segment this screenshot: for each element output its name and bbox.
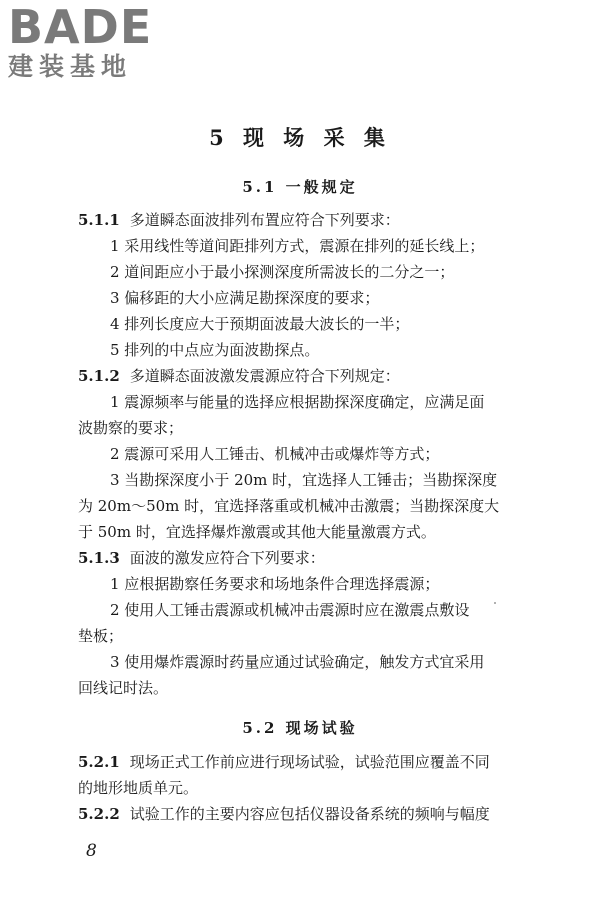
clause-number: 5.1.3	[78, 549, 120, 567]
clause-5-1-3	[78, 547, 325, 569]
list-item: 4 排列长度应大于预期面波最大波长的一半；	[110, 315, 410, 333]
clause-number: 5.2.2	[78, 805, 120, 823]
list-item: 5 排列的中点应为面波勘探点。	[110, 341, 320, 359]
list-item: 3 当勘探深度小于 20m 时，宜选择人工锤击；当勘探深度	[110, 471, 498, 489]
clause-text: 面波的激发应符合下列要求：	[129, 549, 325, 567]
list-item-continuation: 回线记时法。	[78, 679, 169, 697]
clause-text: 多道瞬态面波排列布置应符合下列要求：	[129, 211, 400, 229]
list-item-continuation: 波勘察的要求；	[78, 419, 184, 437]
clause-5-2-2	[78, 803, 490, 825]
clause-5-1-2	[78, 365, 400, 387]
logo-wordmark: BADE	[8, 0, 153, 54]
section-heading-5-1: 5.1 一般规定	[242, 178, 358, 196]
list-item: 1 震源频率与能量的选择应根据勘探深度确定，应满足面	[110, 393, 485, 411]
clause-continuation: 的地形地质单元。	[78, 779, 199, 797]
section-heading-5-2: 5.2 现场试验	[242, 719, 358, 737]
list-item: 2 震源可采用人工锤击、机械冲击或爆炸等方式；	[110, 445, 440, 463]
logo	[8, 0, 178, 82]
list-item: 2 使用人工锤击震源或机械冲击震源时应在激震点敷设	[110, 601, 470, 619]
list-item-continuation: 垫板；	[78, 627, 124, 645]
clause-text: 多道瞬态面波激发震源应符合下列规定：	[129, 367, 400, 385]
clause-text: 现场正式工作前应进行现场试验，试验范围应覆盖不同	[129, 753, 490, 771]
logo-subtitle: 建装基地	[8, 52, 133, 81]
list-item: 2 道间距应小于最小探测深度所需波长的二分之一；	[110, 263, 455, 281]
list-item: 1 应根据勘察任务要求和场地条件合理选择震源；	[110, 575, 440, 593]
list-item: 3 使用爆炸震源时药量应通过试验确定，触发方式宜采用	[110, 653, 485, 671]
clause-5-2-1	[78, 751, 490, 773]
clause-number: 5.1.2	[78, 367, 120, 385]
chapter-title: 5 现 场 采 集	[209, 125, 391, 150]
clause-number: 5.2.1	[78, 753, 120, 771]
list-item: 1 采用线性等道间距排列方式，震源在排列的延长线上；	[110, 237, 485, 255]
scan-speck	[494, 602, 496, 604]
clause-number: 5.1.1	[78, 211, 120, 229]
clause-text: 试验工作的主要内容应包括仪器设备系统的频响与幅度	[129, 805, 490, 823]
list-item-continuation: 于 50m 时，宜选择爆炸激震或其他大能量激震方式。	[78, 523, 436, 541]
list-item: 3 偏移距的大小应满足勘探深度的要求；	[110, 289, 380, 307]
clause-5-1-1	[78, 209, 400, 231]
page-number: 8	[86, 841, 97, 861]
list-item-continuation: 为 20m～50m 时，宜选择落重或机械冲击激震；当勘探深度大	[78, 497, 500, 515]
